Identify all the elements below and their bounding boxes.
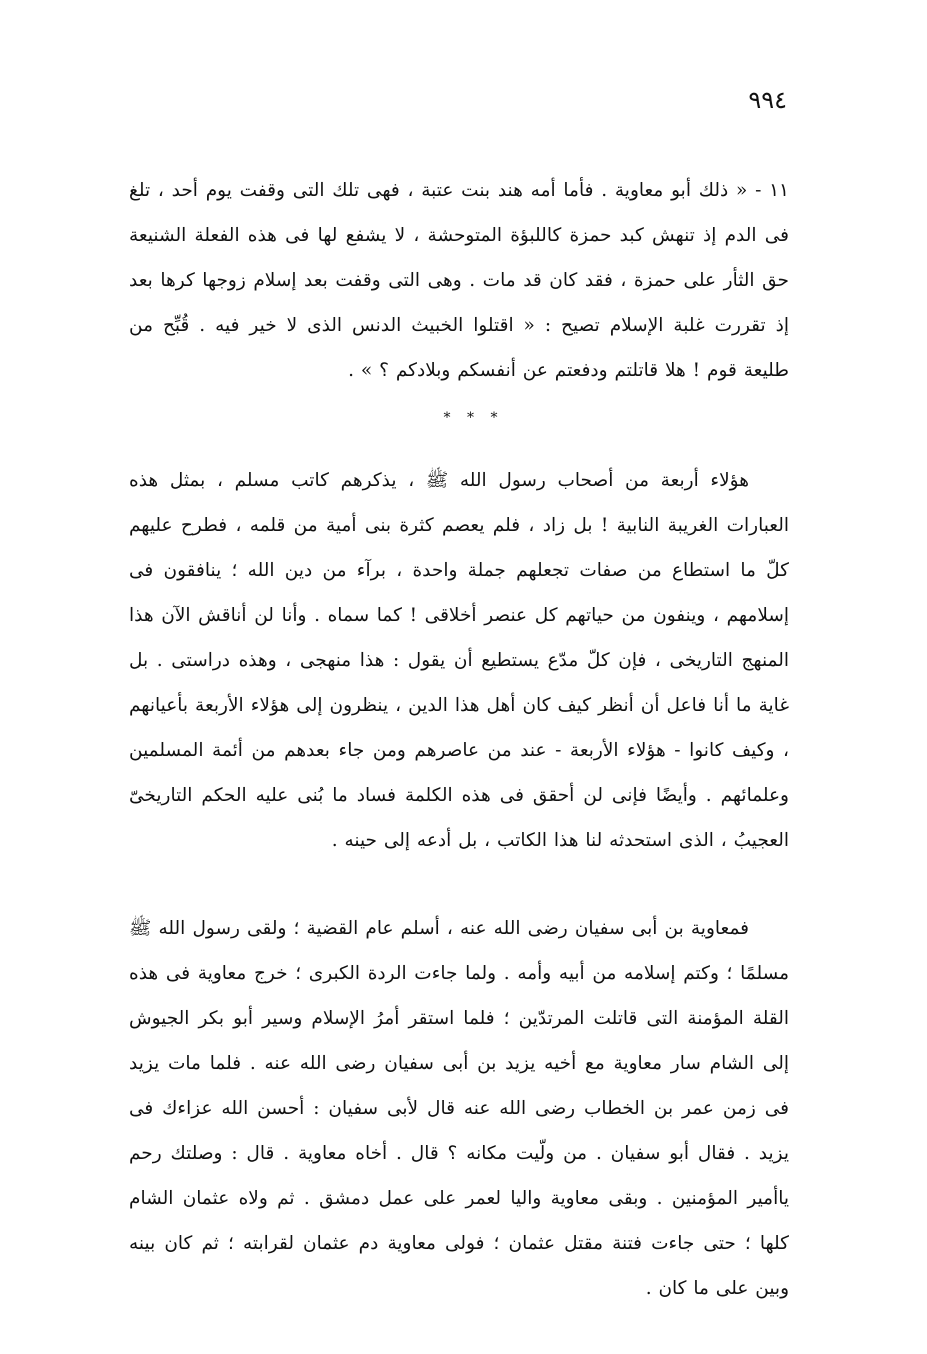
footnote-text: ١١ - « ذلك أبو معاوية . فأما أمه هند بنت عتبة ، فهى تلك التى وقفت يوم أحد ، تلغ فى الدم إذ تنهش كبد حمزة كاللبؤة المتوحشة ، لا يشفع لها فى هذه الفعلة الشنيعة حق الثأر على حمزة ، فقد كان قد مات . وهى التى وقفت بعد إسلام زوجها كرها بعد إذ تقررت غلبة الإسلام تصيح : « اقتلوا الخبيث الدنس الذى لا خير فيه . قُبِّح من طليعة قوم ! هلا قاتلتم ودفعتم عن أنفسكم وبلادكم ؟ » .: [129, 180, 789, 381]
page-number: ٩٩٤: [748, 86, 787, 114]
body-paragraph-text: هؤلاء أربعة من أصحاب رسول الله ﷺ ، يذكرهم كاتب مسلم ، بمثل هذه العبارات الغريبة النابية ! بل زاد ، فلم يعصم كثرة بنى أمية من قلمه ، فطرح عليهم كلّ ما استطاع من صفات تجعلهم جملة واحدة ، برآء من دين الله ؛ ينافقون فى إسلامهم ، وينفون من حياتهم كل عنصر أخلاقى ! كما سماه . وأنا لن أناقش الآن هذا المنهج التاريخى ، فإن كلّ مدّع يستطيع أن يقول : هذا منهجى ، وهذه دراستى . بل غاية ما أنا فاعل أن أنظر كيف كان أهل هذا الدين ، ينظرون إلى هؤلاء الأربعة بأعيانهم ، وكيف كانوا - هؤلاء الأربعة - عند من عاصرهم ومن جاء بعدهم من أئمة المسلمين وعلمائهم . وأيضًا فإنى لن أحقق فى هذه الكلمة فساد ما بُنى عليه الحكم التاريخىّ العجيبُ ، الذى استحدثه لنا هذا الكاتب ، بل أدعه إلى حينه .: [129, 470, 789, 851]
body-paragraph: [129, 906, 789, 1311]
body-paragraph-text: فمعاوية بن أبى سفيان رضى الله عنه ، أسلم عام القضية ؛ ولقى رسول الله ﷺ مسلمًا ؛ وكتم إسلامه من أبيه وأمه . ولما جاءت الردة الكبرى ؛ خرج معاوية فى هذه القلة المؤمنة التى قاتلت المرتدّين ؛ فلما استقر أمرُ الإسلام وسير أبو بكر الجيوش إلى الشام سار معاوية مع أخيه يزيد بن أبى سفيان رضى الله عنه . فلما مات يزيد فى زمن عمر بن الخطاب رضى الله عنه قال لأبى سفيان : أحسن الله عزاءك فى يزيد . فقال أبو سفيان . من ولّيت مكانه ؟ قال . أخاه معاوية . قال : وصلتك رحم ياأمير المؤمنين . وبقى معاوية واليا لعمر على عمل دمشق . ثم ولاه عثمان الشام كلها ؛ حتى جاءت فتنة مقتل عثمان ؛ فولى معاوية دم عثمان لقرابته ؛ ثم كان بينه وبين على ما كان .: [129, 918, 789, 1299]
section-separator: * * *: [443, 410, 504, 426]
body-paragraph: [129, 458, 789, 863]
footnote-paragraph: [129, 168, 789, 393]
